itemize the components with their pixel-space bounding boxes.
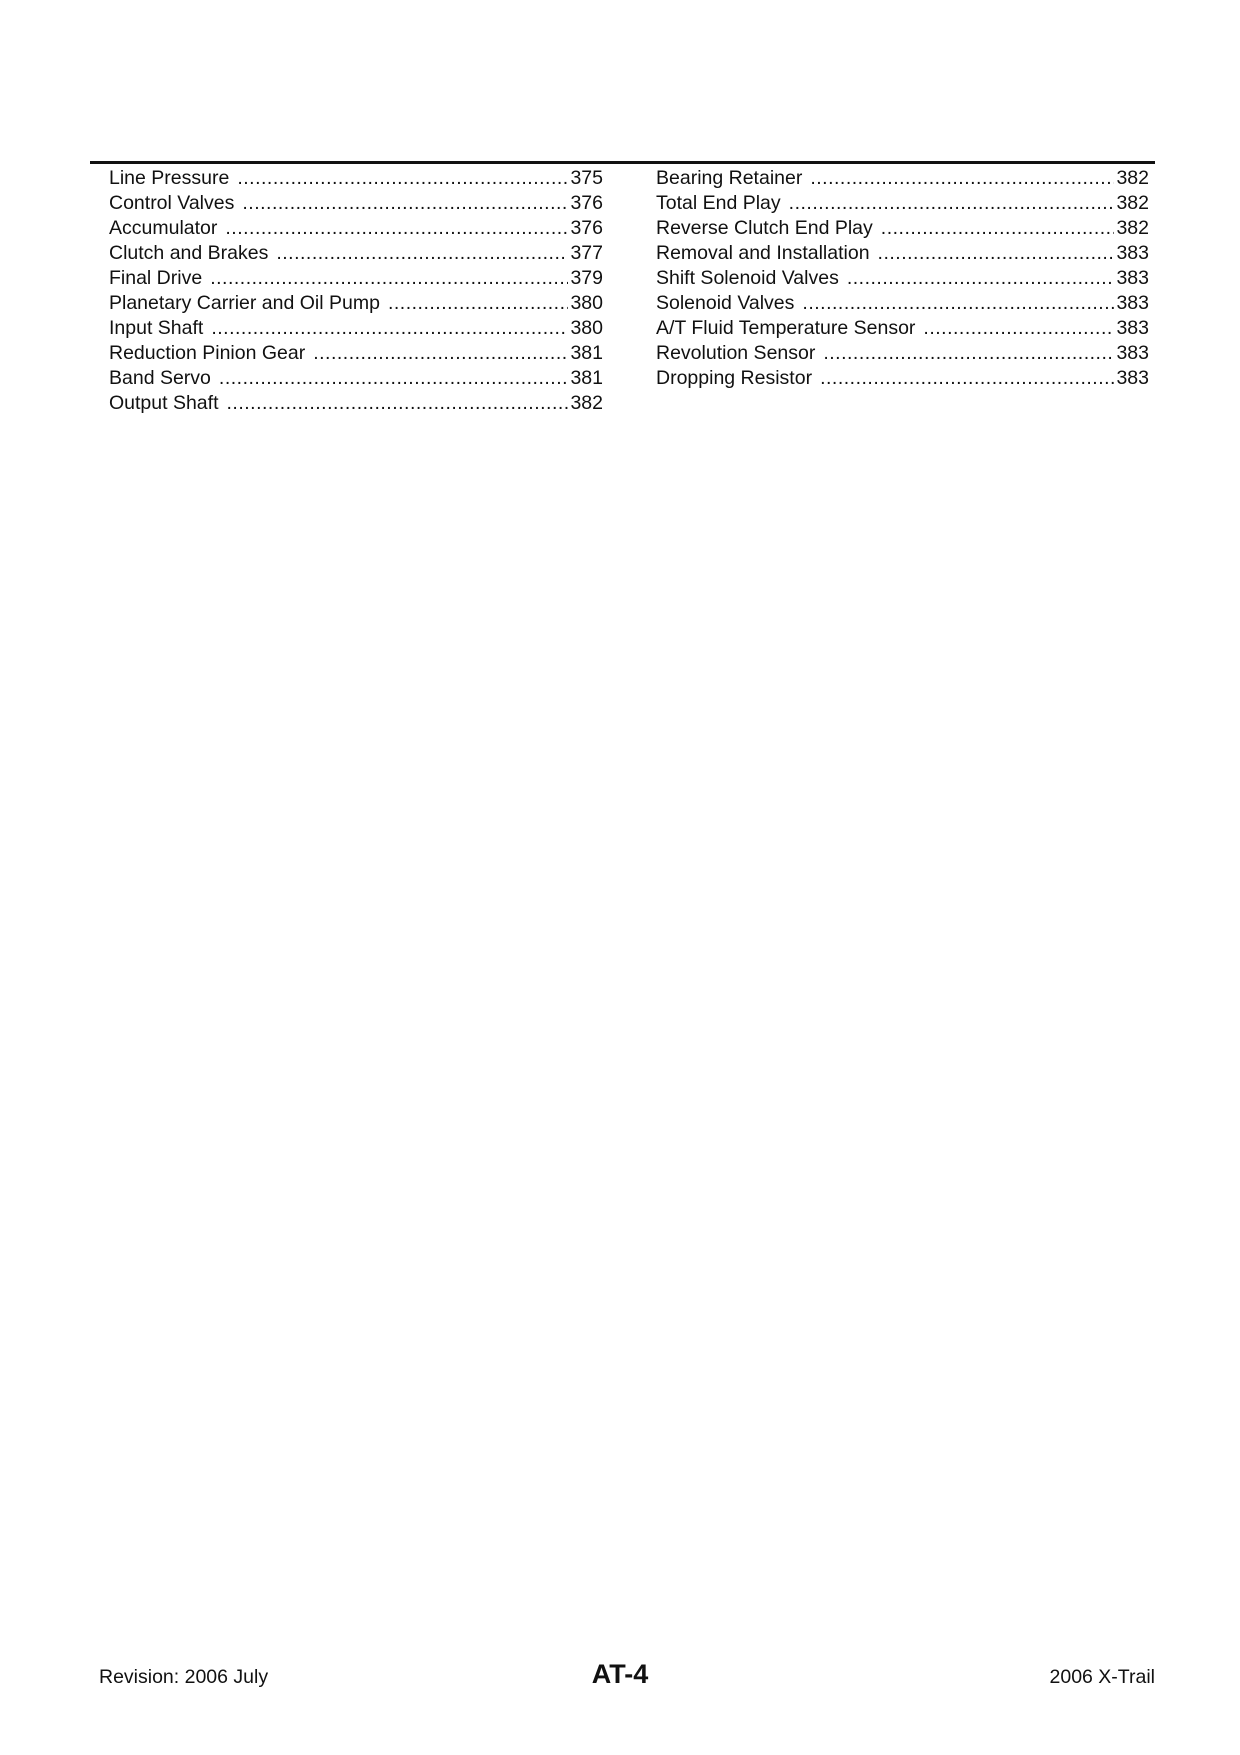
toc-entry[interactable]: [656, 341, 1149, 366]
toc-entry[interactable]: [109, 166, 603, 191]
toc-entry-title: Reverse Clutch End Play: [656, 217, 873, 239]
toc-entry[interactable]: [109, 391, 603, 416]
toc-entry-page: 377: [570, 242, 603, 264]
toc-column-left: [109, 166, 603, 416]
toc-entry[interactable]: [656, 291, 1149, 316]
toc-entry[interactable]: [109, 241, 603, 266]
toc-entry-page: 380: [570, 292, 603, 314]
toc-dot-leader: [225, 216, 568, 241]
toc-entry-title: Planetary Carrier and Oil Pump: [109, 292, 380, 314]
toc-entry-page: 376: [570, 192, 603, 214]
toc-entry-title: Control Valves: [109, 192, 235, 214]
toc-dot-leader: [847, 266, 1115, 291]
toc-entry-page: 382: [1116, 167, 1149, 189]
toc-entry-page: 381: [570, 367, 603, 389]
toc-entry[interactable]: [109, 366, 603, 391]
toc-entry-title: Output Shaft: [109, 392, 219, 414]
toc-dot-leader: [881, 216, 1115, 241]
toc-dot-leader: [219, 366, 569, 391]
toc-dot-leader: [276, 241, 568, 266]
toc-dot-leader: [388, 291, 569, 316]
footer-page-label: AT-4: [591, 1659, 649, 1689]
toc-entry-title: A/T Fluid Temperature Sensor: [656, 317, 916, 339]
toc-entry-title: Reduction Pinion Gear: [109, 342, 306, 364]
toc-entry-page: 383: [1116, 342, 1149, 364]
toc-entry[interactable]: [656, 191, 1149, 216]
toc-dot-leader: [823, 341, 1114, 366]
toc-entry-title: Removal and Installation: [656, 242, 870, 264]
toc-entry-page: 382: [1116, 217, 1149, 239]
toc-entry[interactable]: [109, 291, 603, 316]
toc-entry-title: Revolution Sensor: [656, 342, 816, 364]
toc-dot-leader: [227, 391, 569, 416]
toc-entry-title: Shift Solenoid Valves: [656, 267, 839, 289]
toc-entry-page: 382: [570, 392, 603, 414]
toc-dot-leader: [923, 316, 1114, 341]
toc-entry-title: Clutch and Brakes: [109, 242, 269, 264]
toc-entry-title: Bearing Retainer: [656, 167, 803, 189]
toc-entry-title: Dropping Resistor: [656, 367, 813, 389]
toc-column-right: [656, 166, 1149, 391]
toc-entry-page: 380: [570, 317, 603, 339]
toc-dot-leader: [802, 291, 1114, 316]
toc-entry[interactable]: [109, 266, 603, 291]
toc-entry[interactable]: [656, 241, 1149, 266]
toc-entry[interactable]: [109, 341, 603, 366]
toc-dot-leader: [820, 366, 1114, 391]
toc-entry-title: Solenoid Valves: [656, 292, 795, 314]
toc-entry[interactable]: [109, 316, 603, 341]
toc-dot-leader: [878, 241, 1115, 266]
toc-entry[interactable]: [656, 166, 1149, 191]
toc-entry[interactable]: [109, 216, 603, 241]
toc-dot-leader: [211, 316, 568, 341]
toc-entry[interactable]: [656, 266, 1149, 291]
toc-entry-page: 381: [570, 342, 603, 364]
toc-dot-leader: [237, 166, 568, 191]
toc-dot-leader: [242, 191, 568, 216]
toc-entry-page: 383: [1116, 242, 1149, 264]
toc-entry-title: Input Shaft: [109, 317, 204, 339]
toc-entry-title: Accumulator: [109, 217, 218, 239]
toc-dot-leader: [810, 166, 1114, 191]
toc-entry-title: Line Pressure: [109, 167, 230, 189]
toc-entry-page: 379: [570, 267, 603, 289]
toc-entry[interactable]: [656, 216, 1149, 241]
toc-entry-title: Band Servo: [109, 367, 211, 389]
toc-entry-page: 375: [570, 167, 603, 189]
toc-entry-page: 383: [1116, 367, 1149, 389]
toc-entry-page: 382: [1116, 192, 1149, 214]
toc-entry-title: Total End Play: [656, 192, 781, 214]
toc-dot-leader: [210, 266, 568, 291]
toc-entry[interactable]: [109, 191, 603, 216]
toc-dot-leader: [789, 191, 1115, 216]
toc-entry-page: 383: [1116, 292, 1149, 314]
toc-entry[interactable]: [656, 366, 1149, 391]
toc-entry-page: 376: [570, 217, 603, 239]
footer-revision: Revision: 2006 July: [99, 1666, 269, 1688]
toc-entry-page: 383: [1116, 317, 1149, 339]
toc-entry[interactable]: [656, 316, 1149, 341]
toc-dot-leader: [313, 341, 568, 366]
footer-model: 2006 X-Trail: [1049, 1666, 1155, 1688]
toc-entry-page: 383: [1116, 267, 1149, 289]
top-divider-rule: [90, 161, 1155, 164]
toc-entry-title: Final Drive: [109, 267, 203, 289]
